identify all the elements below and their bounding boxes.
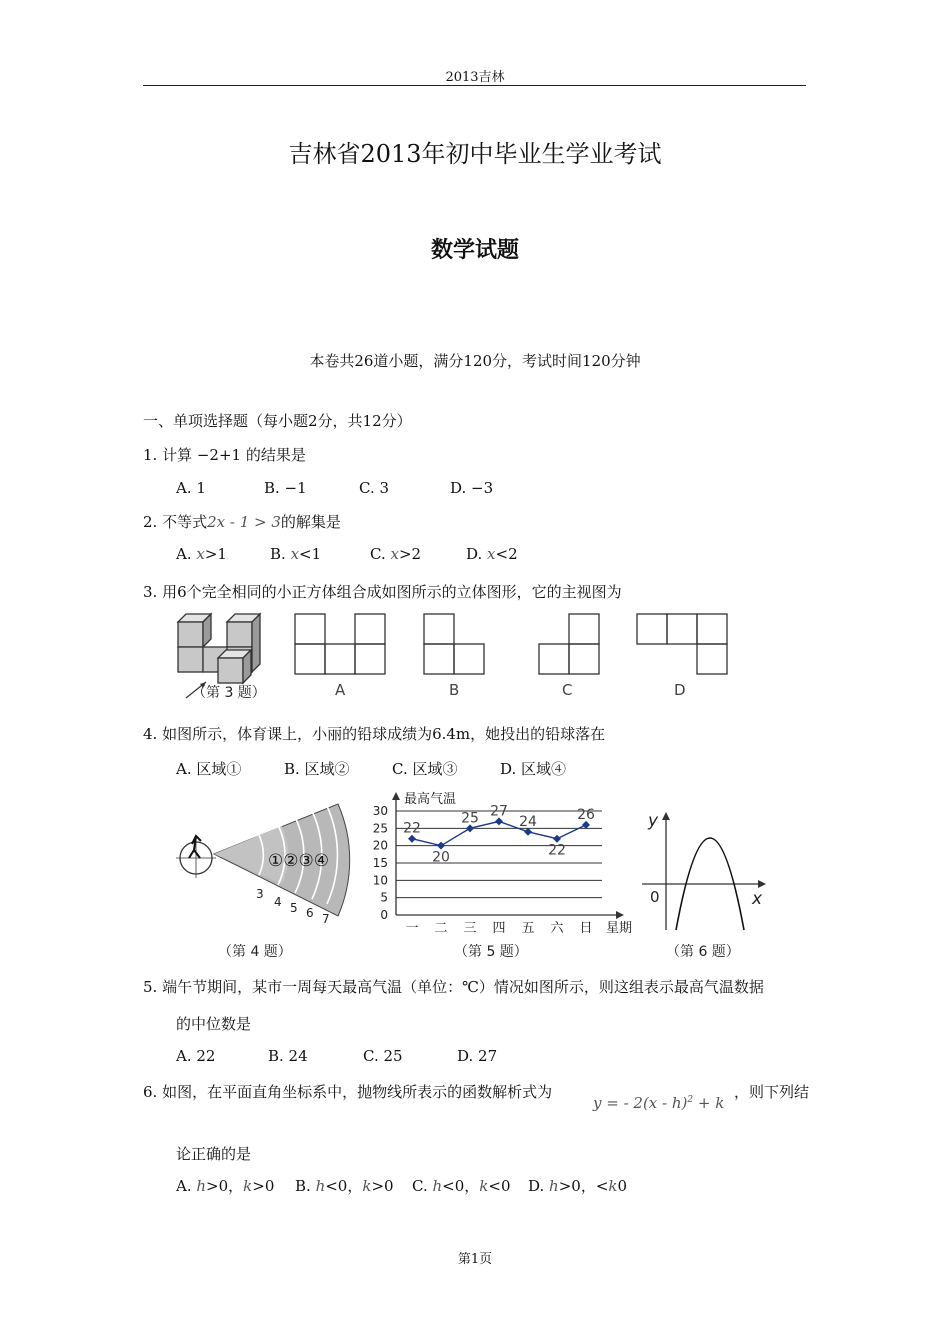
data-label: 20 [432,849,450,866]
q6-origin-label: 0 [650,888,660,906]
q4-region-labels: ①②③④ [268,851,329,871]
y-tick-label: 25 [372,821,388,836]
header-rule [143,85,806,86]
q6-option-c: C. h<0，k<0 [412,1177,511,1195]
q5-option-d: D. 27 [457,1047,498,1065]
y-axis-arrow-icon [392,792,400,800]
ring-label-7: 7 [322,912,330,926]
question-6-stem: 6. 如图，在平面直角坐标系中，抛物线所表示的函数解析式为 [143,1083,553,1101]
ring-label-3: 3 [256,887,264,901]
q3-option-c-view [539,614,599,674]
q2-option-b: B. x<1 [270,545,322,563]
y-tick-label: 5 [380,890,388,905]
q4-caption: （第 4 题） [218,944,292,960]
cube-stack-figure [178,614,260,683]
question-2-stem: 2. 不等式2x - 1 > 3的解集是 [143,513,341,531]
y-axis-arrow-icon [662,812,670,820]
q6-option-b: B. h<0，k>0 [295,1177,394,1195]
y-tick-label: 20 [372,838,388,853]
q3-option-a-view [295,614,385,674]
y-tick-label: 0 [380,908,388,922]
q6-option-a: A. h>0，k>0 [176,1177,275,1195]
q1-option-d: D. −3 [450,479,494,497]
section-heading: 一、单项选择题（每小题2分，共12分） [143,412,412,430]
x-tick-label: 四 [492,921,506,936]
q3-figure [170,608,770,706]
question-6-stem-tail: ，则下列结 [734,1083,810,1101]
q6-axis-y-label: y [648,811,659,831]
q5-caption: （第 5 题） [454,944,528,960]
question-6-stem-line2: 论正确的是 [176,1145,252,1163]
q5-option-c: C. 25 [363,1047,403,1065]
q5-option-a: A. 22 [176,1047,216,1065]
x-tick-label: 三 [463,921,477,936]
data-label: 27 [490,803,508,820]
x-axis-arrow-icon [616,911,624,919]
exam-note: 本卷共26道小题，满分120分，考试时间120分钟 [309,352,641,370]
q2-inequality: 2x - 1 > 3 [207,513,281,531]
data-label: 24 [519,813,537,830]
x-tick-label: 一 [405,921,419,936]
x-tick-label: 五 [521,921,535,936]
x-tick-label: 六 [550,921,564,936]
x-tick-label: 日 [579,921,593,936]
question-5-stem: 5. 端午节期间，某市一周每天最高气温（单位：℃）情况如图所示，则这组表示最高气温数据 [143,978,764,996]
x-tick-label: 二 [434,921,448,936]
q3-label-c: C [562,681,573,699]
q5-temperature-chart [362,788,644,938]
y-tick-label: 30 [372,804,388,818]
q4-shotput-figure [170,800,370,930]
q6-option-d: D. h>0，<k0 [528,1177,628,1195]
q6-formula: y = - 2(x - h)$^2$ + k [593,1094,725,1112]
ring-label-5: 5 [290,901,298,915]
data-label: 25 [461,810,479,827]
data-label: 22 [548,842,566,859]
q3-label-b: B [449,681,460,699]
q3-caption: （第 3 题） [192,685,266,701]
q3-option-d-view [637,614,727,674]
question-3-stem: 3. 用6个完全相同的小正方体组合成如图所示的立体图形，它的主视图为 [143,583,622,601]
q4-option-c: C. 区域③ [392,760,458,778]
ring-label-6: 6 [306,906,314,920]
q3-option-b-view [424,614,484,674]
q6-caption: （第 6 题） [666,944,740,960]
q2-option-d: D. x<2 [466,545,518,563]
page-header: 2013吉林 [445,70,505,85]
q6-parabola-figure [636,806,776,934]
q1-option-a: A. 1 [176,479,206,497]
q3-label-d: D [674,681,686,699]
q4-option-b: B. 区域② [284,760,350,778]
question-1-stem: 1. 计算 −2+1 的结果是 [143,446,306,464]
q2-option-a: A. x>1 [176,545,227,563]
data-label: 22 [403,820,421,837]
page-footer: 第1页 [457,1252,493,1267]
data-label: 26 [577,806,595,823]
chart-title: 最高气温 [404,792,457,807]
ring-label-4: 4 [274,895,282,909]
question-4-stem: 4. 如图所示，体育课上，小丽的铅球成绩为6.4m，她投出的铅球落在 [143,725,606,743]
question-5-stem-line2: 的中位数是 [176,1015,252,1033]
q1-option-b: B. −1 [264,479,307,497]
q1-option-c: C. 3 [359,479,390,497]
q3-label-a: A [335,681,346,699]
data-point [553,835,561,843]
x-axis-label: 星期 [606,921,633,936]
q2-option-c: C. x>2 [370,545,422,563]
y-tick-label: 10 [372,873,388,888]
exam-subtitle: 数学试题 [430,237,519,263]
exam-title: 吉林省2013年初中毕业生学业考试 [288,140,662,168]
data-point [437,842,445,850]
x-axis-arrow-icon [758,880,766,888]
q6-axis-x-label: x [752,889,763,909]
q5-option-b: B. 24 [268,1047,308,1065]
y-tick-label: 15 [372,856,388,870]
q4-option-a: A. 区域① [176,760,242,778]
q4-option-d: D. 区域④ [500,760,567,778]
